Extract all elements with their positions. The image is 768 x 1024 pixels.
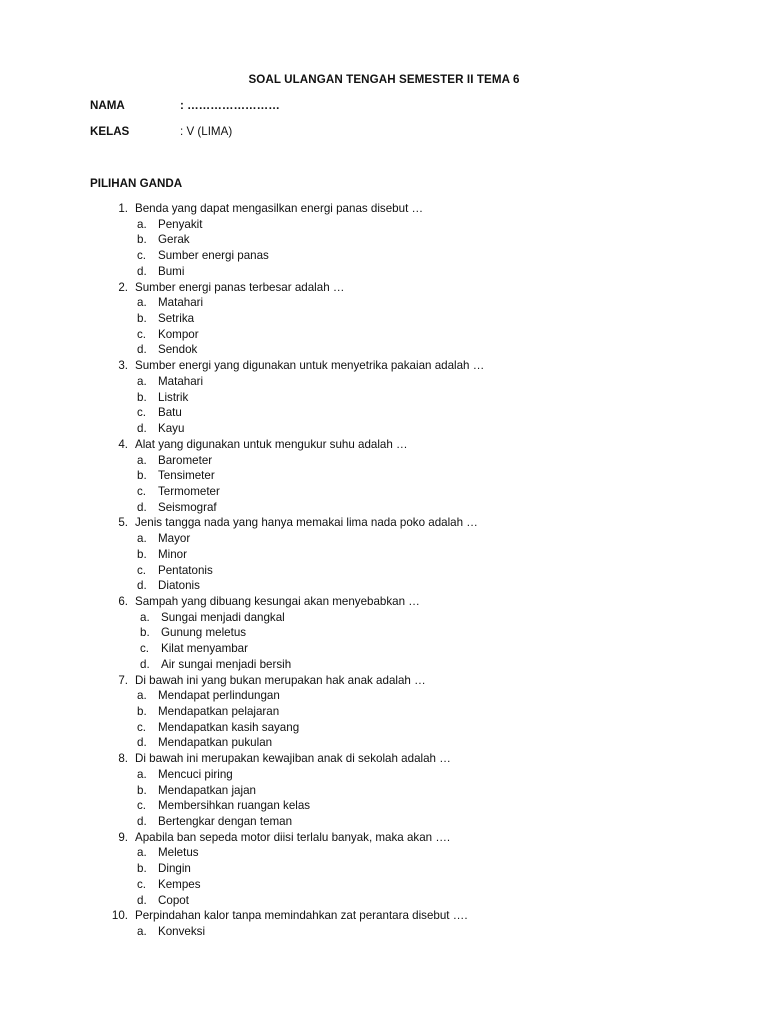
option-text: Gunung meletus <box>161 626 247 640</box>
option-text: Sumber energi panas <box>158 249 269 263</box>
question-item <box>0 830 768 846</box>
option-letter: a. <box>137 532 147 546</box>
option-text: Bumi <box>158 264 185 278</box>
option-letter: d. <box>137 264 147 278</box>
question-text: Jenis tangga nada yang hanya memakai lima nada poko adalah … <box>135 516 478 530</box>
answer-option <box>0 625 768 641</box>
option-text: Listrik <box>158 390 189 404</box>
question-item <box>0 751 768 767</box>
option-text: Matahari <box>158 374 204 388</box>
option-letter: b. <box>137 547 147 561</box>
answer-option <box>0 327 768 343</box>
question-item <box>0 358 768 374</box>
option-letter: a. <box>137 925 147 939</box>
answer-option <box>0 767 768 783</box>
class-value: : V (LIMA) <box>180 125 233 138</box>
answer-option <box>0 704 768 720</box>
option-text: Kompor <box>158 327 199 341</box>
answer-option <box>0 783 768 799</box>
option-text: Bertengkar dengan teman <box>158 815 293 829</box>
option-letter: a. <box>140 610 150 624</box>
option-letter: c. <box>137 327 147 341</box>
question-text: Perpindahan kalor tanpa memindahkan zat perantara disebut …. <box>135 909 468 923</box>
option-letter: c. <box>137 484 147 498</box>
option-text: Mencuci piring <box>158 767 233 781</box>
option-letter: d. <box>137 815 147 829</box>
answer-option <box>0 893 768 909</box>
name-label: NAMA <box>90 99 125 112</box>
option-text: Sungai menjadi dangkal <box>161 610 285 624</box>
answer-option <box>0 531 768 547</box>
option-text: Barometer <box>158 453 213 467</box>
answer-option <box>0 798 768 814</box>
answer-option <box>0 421 768 437</box>
question-item <box>0 280 768 296</box>
option-text: Meletus <box>158 846 199 860</box>
option-text: Tensimeter <box>158 469 215 483</box>
option-letter: a. <box>137 767 147 781</box>
option-text: Mendapat perlindungan <box>158 689 280 703</box>
option-letter: a. <box>137 374 147 388</box>
answer-option <box>0 484 768 500</box>
option-text: Copot <box>158 893 189 907</box>
answer-option <box>0 453 768 469</box>
question-item <box>0 437 768 453</box>
option-letter: b. <box>137 469 147 483</box>
answer-option <box>0 720 768 736</box>
option-letter: b. <box>137 783 147 797</box>
option-letter: a. <box>137 453 147 467</box>
question-text: Alat yang digunakan untuk mengukur suhu adalah … <box>135 437 408 451</box>
answer-option <box>0 217 768 233</box>
option-text: Mendapatkan jajan <box>158 783 256 797</box>
option-text: Mayor <box>158 532 191 546</box>
question-number: 9. <box>118 830 128 844</box>
option-text: Matahari <box>158 296 204 310</box>
option-letter: c. <box>140 642 150 656</box>
document-title: SOAL ULANGAN TENGAH SEMESTER II TEMA 6 <box>248 73 520 86</box>
answer-option <box>0 814 768 830</box>
answer-option <box>0 877 768 893</box>
option-letter: d. <box>137 500 147 514</box>
option-letter: c. <box>137 249 147 263</box>
class-label: KELAS <box>90 125 130 138</box>
answer-option <box>0 641 768 657</box>
answer-option <box>0 861 768 877</box>
question-item <box>0 673 768 689</box>
question-number: 6. <box>118 594 128 608</box>
question-text: Sumber energi panas terbesar adalah … <box>135 280 345 294</box>
question-text: Apabila ban sepeda motor diisi terlalu banyak, maka akan …. <box>135 830 451 844</box>
option-letter: d. <box>137 343 147 357</box>
question-list <box>0 201 768 940</box>
answer-option <box>0 735 768 751</box>
question-item <box>0 908 768 924</box>
option-text: Diatonis <box>158 579 200 593</box>
answer-option <box>0 405 768 421</box>
option-letter: d. <box>137 422 147 436</box>
answer-option <box>0 547 768 563</box>
option-text: Dingin <box>158 862 191 876</box>
option-text: Minor <box>158 547 187 561</box>
answer-option <box>0 657 768 673</box>
answer-option <box>0 924 768 940</box>
option-letter: d. <box>140 657 150 671</box>
option-letter: d. <box>137 736 147 750</box>
option-letter: c. <box>137 563 147 577</box>
option-letter: a. <box>137 217 147 231</box>
question-number: 7. <box>118 673 128 687</box>
question-text: Di bawah ini merupakan kewajiban anak di sekolah adalah … <box>135 752 451 766</box>
question-number: 8. <box>118 752 128 766</box>
option-letter: b. <box>137 312 147 326</box>
question-number: 4. <box>118 437 128 451</box>
option-letter: b. <box>140 626 150 640</box>
question-number: 1. <box>118 202 128 215</box>
option-text: Seismograf <box>158 500 217 514</box>
answer-option <box>0 563 768 579</box>
option-text: Kayu <box>158 422 185 436</box>
answer-option <box>0 500 768 516</box>
option-text: Batu <box>158 406 182 420</box>
name-value: : …………………… <box>180 99 280 112</box>
question-text: Sampah yang dibuang kesungai akan menyebabkan … <box>135 594 420 608</box>
option-letter: a. <box>137 689 147 703</box>
option-text: Konveksi <box>158 925 206 939</box>
option-letter: a. <box>137 296 147 310</box>
option-text: Setrika <box>158 312 195 326</box>
answer-option <box>0 232 768 248</box>
option-text: Air sungai menjadi bersih <box>161 657 292 671</box>
question-item <box>0 594 768 610</box>
question-number: 5. <box>118 516 128 530</box>
question-number: 10. <box>111 909 128 923</box>
option-letter: b. <box>137 233 147 247</box>
answer-option <box>0 295 768 311</box>
answer-option <box>0 342 768 358</box>
option-letter: b. <box>137 390 147 404</box>
question-item <box>0 201 768 217</box>
section-title: PILIHAN GANDA <box>90 177 183 190</box>
question-item <box>0 515 768 531</box>
answer-option <box>0 248 768 264</box>
option-text: Penyakit <box>158 217 203 231</box>
question-text: Di bawah ini yang bukan merupakan hak anak adalah … <box>135 673 426 687</box>
option-letter: d. <box>137 579 147 593</box>
option-text: Kilat menyambar <box>161 642 248 656</box>
option-text: Membersihkan ruangan kelas <box>158 799 311 813</box>
option-text: Gerak <box>158 233 190 247</box>
option-letter: b. <box>137 705 147 718</box>
option-letter: c. <box>137 799 147 813</box>
answer-option <box>0 311 768 327</box>
option-letter: c. <box>137 720 147 734</box>
answer-option <box>0 264 768 280</box>
option-text: Mendapatkan pelajaran <box>158 705 280 718</box>
question-number: 2. <box>118 280 128 294</box>
answer-option <box>0 845 768 861</box>
question-text: Sumber energi yang digunakan untuk menyetrika pakaian adalah … <box>135 359 485 373</box>
option-text: Pentatonis <box>158 563 213 577</box>
option-letter: b. <box>137 862 147 876</box>
answer-option <box>0 610 768 626</box>
question-number: 3. <box>118 359 128 373</box>
option-text: Sendok <box>158 343 198 357</box>
option-letter: c. <box>137 406 147 420</box>
answer-option <box>0 688 768 704</box>
option-letter: c. <box>137 877 147 891</box>
option-text: Mendapatkan kasih sayang <box>158 720 300 734</box>
option-text: Termometer <box>158 484 220 498</box>
answer-option <box>0 390 768 406</box>
answer-option <box>0 468 768 484</box>
option-letter: d. <box>137 893 147 907</box>
answer-option <box>0 578 768 594</box>
option-text: Mendapatkan pukulan <box>158 736 273 750</box>
answer-option <box>0 374 768 390</box>
option-letter: a. <box>137 846 147 860</box>
option-text: Kempes <box>158 877 201 891</box>
question-text: Benda yang dapat mengasilkan energi panas disebut … <box>135 202 424 215</box>
